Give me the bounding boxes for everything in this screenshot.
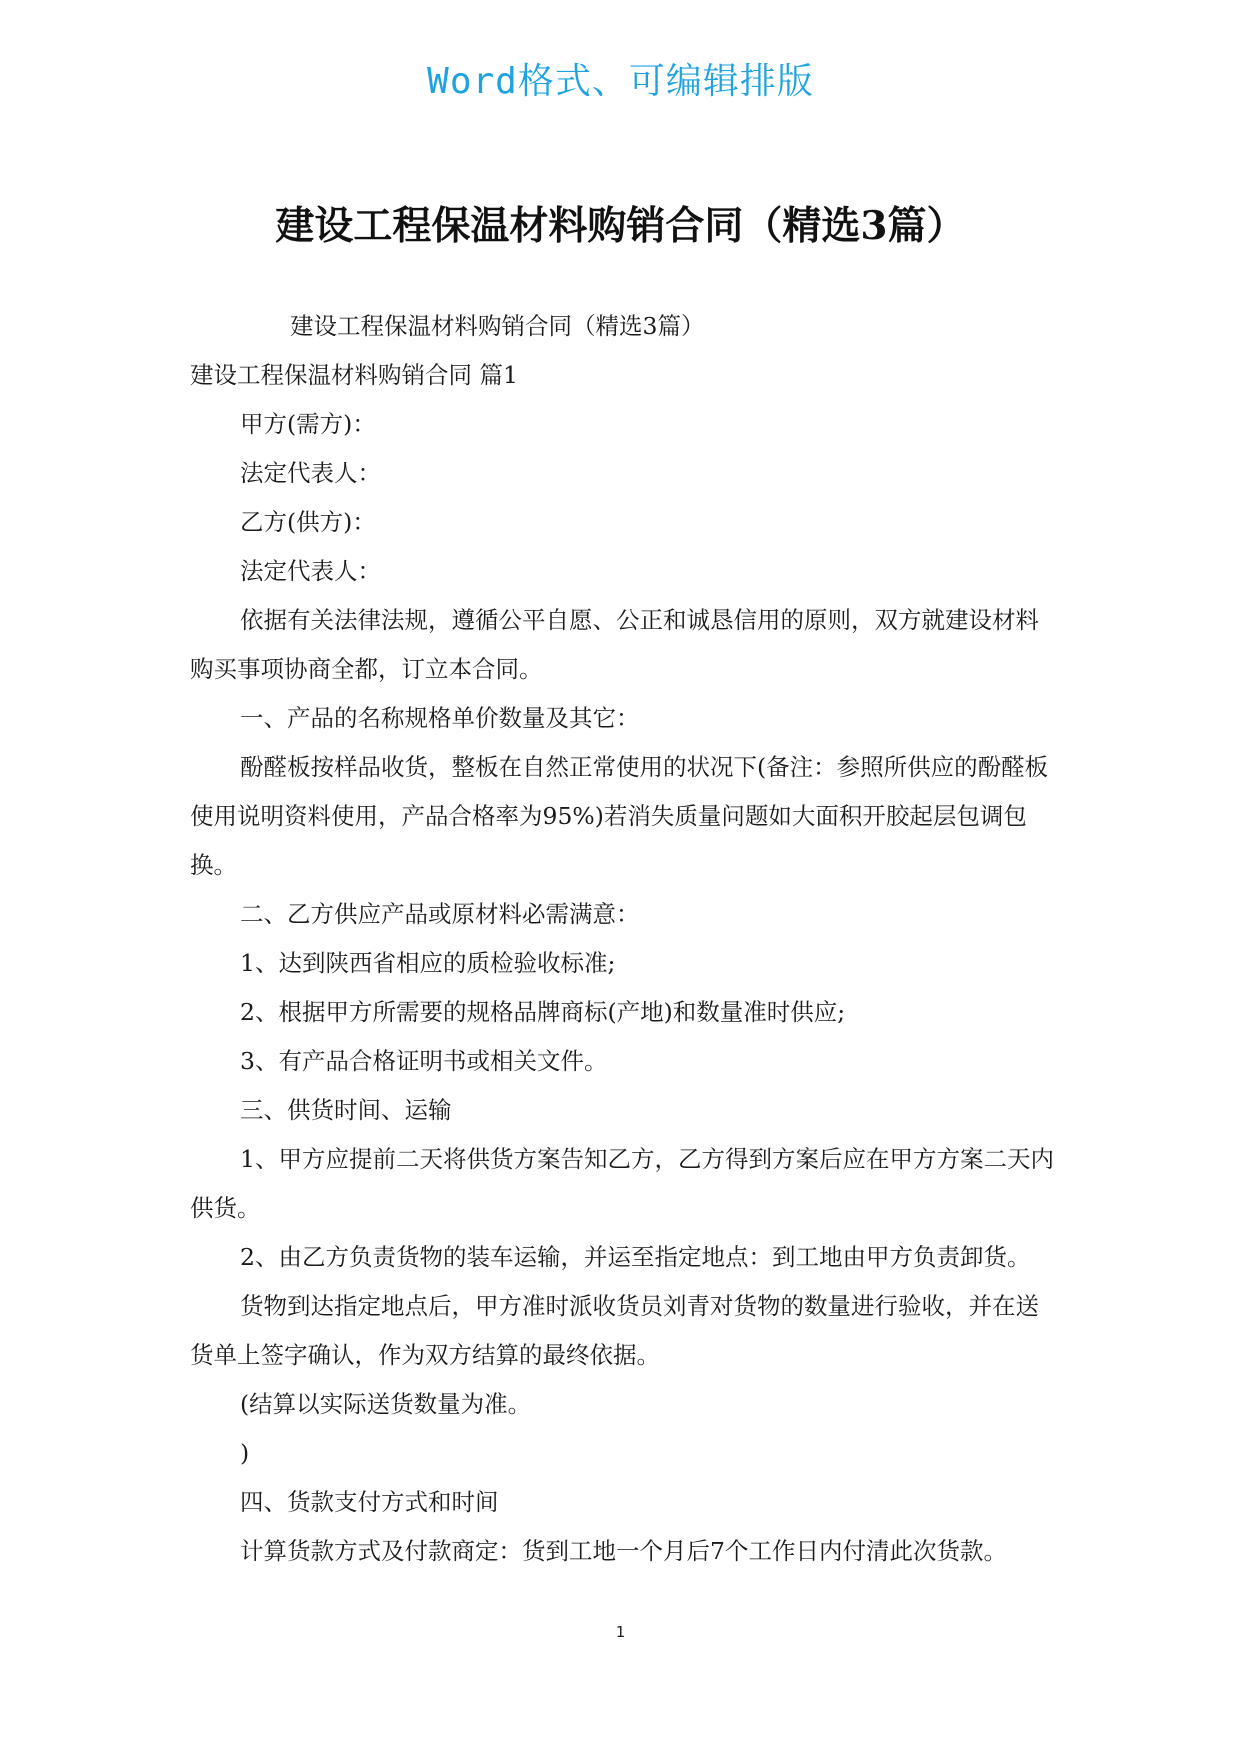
preamble-paragraph: 依据有关法律法规，遵循公平自愿、公正和诚恳信用的原则，双方就建设材料购买事项协商全都，订立本合同。 [190, 606, 1039, 683]
party-b-representative-line: 法定代表人： [240, 557, 381, 585]
article-2-item-1: 1、达到陕西省相应的质检验收标准; [240, 949, 616, 977]
article-3-item-2: 2、由乙方负责货物的装车运输，并运至指定地点：到工地由甲方负责卸货。 [240, 1243, 1031, 1271]
document-body [190, 302, 1060, 1576]
section-heading: 建设工程保温材料购销合同 篇1 [190, 361, 518, 389]
party-a-representative-line: 法定代表人： [240, 459, 381, 487]
article-4-paragraph: 计算货款方式及付款商定：货到工地一个月后7个工作日内付清此次货款。 [240, 1537, 1007, 1565]
article-3-note-close: ) [240, 1439, 250, 1467]
article-2-item-2: 2、根据甲方所需要的规格品牌商标(产地)和数量准时供应; [240, 998, 846, 1026]
article-4-title: 四、货款支付方式和时间 [240, 1488, 499, 1516]
article-2-title: 二、乙方供应产品或原材料必需满意： [240, 900, 640, 928]
article-3-note-open: (结算以实际送货数量为准。 [240, 1390, 532, 1418]
article-3-paragraph: 货物到达指定地点后，甲方准时派收货员刘青对货物的数量进行验收，并在送货单上签字确认，作为双方结算的最终依据。 [190, 1292, 1039, 1369]
page-number: 1 [615, 1623, 626, 1641]
article-3-title: 三、供货时间、运输 [240, 1096, 452, 1124]
party-a-line: 甲方(需方)： [240, 410, 376, 438]
subtitle-line: 建设工程保温材料购销合同（精选3篇） [290, 312, 705, 340]
article-1-paragraph: 酚醛板按样品收货，整板在自然正常使用的状况下(备注：参照所供应的酚醛板使用说明资料使用，产品合格率为95%)若消失质量问题如大面积开胶起层包调包换。 [190, 753, 1049, 879]
watermark-banner: Word格式、可编辑排版 [427, 61, 814, 102]
article-1-title: 一、产品的名称规格单价数量及其它： [240, 704, 640, 732]
document-title: 建设工程保温材料购销合同（精选3篇） [275, 203, 966, 249]
party-b-line: 乙方(供方)： [240, 508, 376, 536]
article-2-item-3: 3、有产品合格证明书或相关文件。 [240, 1047, 608, 1075]
article-3-item-1: 1、甲方应提前二天将供货方案告知乙方，乙方得到方案后应在甲方方案二天内供货。 [190, 1145, 1054, 1222]
